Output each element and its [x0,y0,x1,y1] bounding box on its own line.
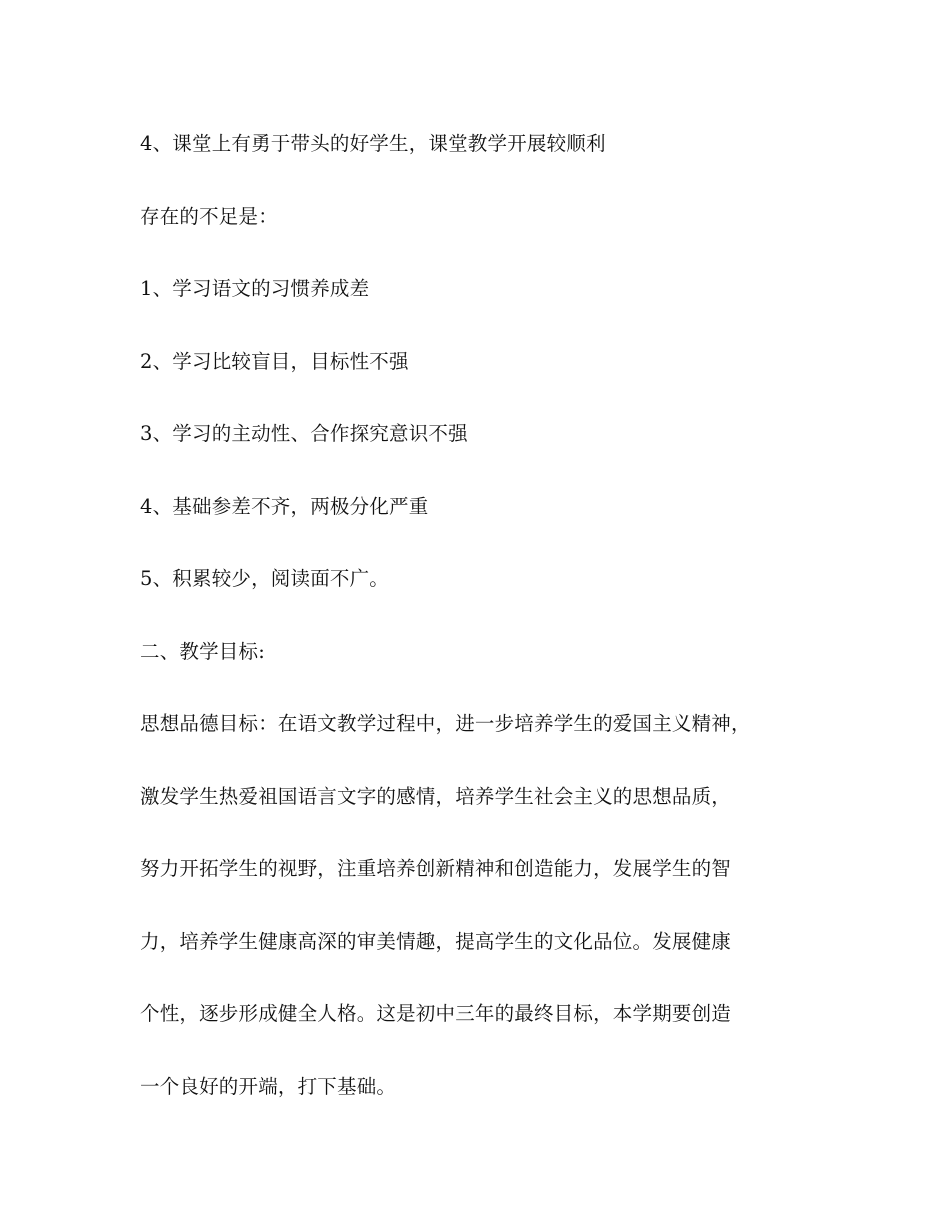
document-body [140,127,820,1142]
shortcomings-heading: 存在的不足是： [140,204,278,228]
list-item-shortcoming-5: 5、积累较少，阅读面不广。 [140,567,390,590]
list-item-shortcoming-3: 3、学习的主动性、合作探究意识不强 [140,422,468,445]
list-item-shortcoming-2: 2、学习比较盲目，目标性不强 [140,349,409,373]
paragraph-line: 个性，逐步形成健全人格。这是初中三年的最终目标，本学期要创造 [140,1002,732,1025]
section-heading-teaching-goals: 二、教学目标: [140,639,265,663]
list-item-strength-4: 4、课堂上有勇于带头的好学生，课堂教学开展较顺利 [140,132,606,155]
paragraph-line: 一个良好的开端，打下基础。 [140,1074,397,1098]
paragraph-line: 力，培养学生健康高深的审美情趣，提高学生的文化品位。发展健康 [140,929,732,953]
list-item-shortcoming-4: 4、基础参差不齐，两极分化严重 [140,494,429,518]
paragraph-line: 激发学生热爱祖国语言文字的感情，培养学生社会主义的思想品质， [140,784,732,808]
paragraph-line: 努力开拓学生的视野，注重培养创新精神和创造能力，发展学生的智 [140,857,732,880]
list-item-shortcoming-1: 1、学习语文的习惯养成差 [140,277,370,300]
paragraph-line: 思想品德目标：在语文教学过程中，进一步培养学生的爱国主义精神， [140,712,751,735]
